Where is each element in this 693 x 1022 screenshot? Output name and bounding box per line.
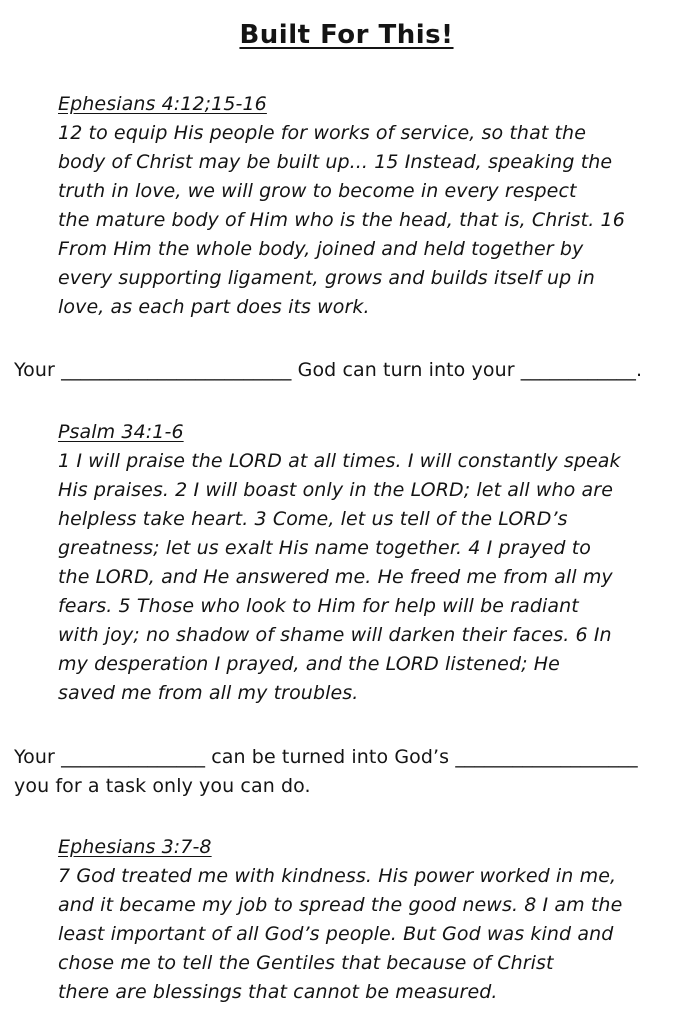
text-line: 1 I will praise the LORD at all times. I will constantly speak (58, 450, 621, 472)
passage-psalm-34 (58, 418, 675, 708)
text-line: saved me from all my troubles. (58, 682, 359, 704)
text-line: chose me to tell the Gentiles that because of Christ (58, 952, 554, 974)
text-line: with joy; no shadow of shame will darken their faces. 6 In (58, 624, 612, 646)
text-line: helpless take heart. 3 Come, let us tell of the LORD’s (58, 508, 568, 530)
text-line: From Him the whole body, joined and held together by (58, 238, 584, 260)
fill-in-blank-line-1 (14, 356, 679, 385)
scripture-text-psalm-34 (58, 447, 675, 708)
text-line: fears. 5 Those who look to Him for help will be radiant (58, 595, 579, 617)
text-line: least important of all God’s people. But God was kind and (58, 923, 614, 945)
text-line: the mature body of Him who is the head, that is, Christ. 16 (58, 209, 625, 231)
text-line: 7 God treated me with kindness. His power worked in me, (58, 865, 617, 887)
text-line: body of Christ may be built up... 15 Instead, speaking the (58, 151, 613, 173)
scripture-text-ephesians-4-12 (58, 119, 675, 322)
text-line: 12 to equip His people for works of service, so that the (58, 122, 586, 144)
text-line: Your _______________ can be turned into God’s ___________________ (14, 746, 638, 768)
text-line: there are blessings that cannot be measured. (58, 981, 498, 1003)
fill-in-blank-line-2 (14, 743, 679, 801)
text-line: my desperation I prayed, and the LORD listened; He (58, 653, 560, 675)
scripture-text-ephesians-3-7 (58, 862, 675, 1007)
text-line: His praises. 2 I will boast only in the LORD; let all who are (58, 479, 613, 501)
text-line: truth in love, we will grow to become in every respect (58, 180, 577, 202)
page-title: Built For This! (239, 20, 454, 50)
text-line: you for a task only you can do. (14, 775, 311, 797)
passage-ephesians-3-7 (58, 833, 675, 1007)
passage-ephesians-4-12 (58, 90, 675, 322)
text-line: Your ________________________ God can turn into your ____________. (14, 359, 643, 381)
scripture-reference-ephesians-4-12: Ephesians 4:12;15-16 (58, 93, 267, 115)
text-line: the LORD, and He answered me. He freed me from all my (58, 566, 613, 588)
text-line: every supporting ligament, grows and builds itself up in (58, 267, 595, 289)
scripture-reference-psalm-34: Psalm 34:1-6 (58, 421, 184, 443)
text-line: love, as each part does its work. (58, 296, 370, 318)
text-line: and it became my job to spread the good news. 8 I am the (58, 894, 623, 916)
text-line: greatness; let us exalt His name together. 4 I prayed to (58, 537, 591, 559)
scripture-reference-ephesians-3-7: Ephesians 3:7-8 (58, 836, 212, 858)
